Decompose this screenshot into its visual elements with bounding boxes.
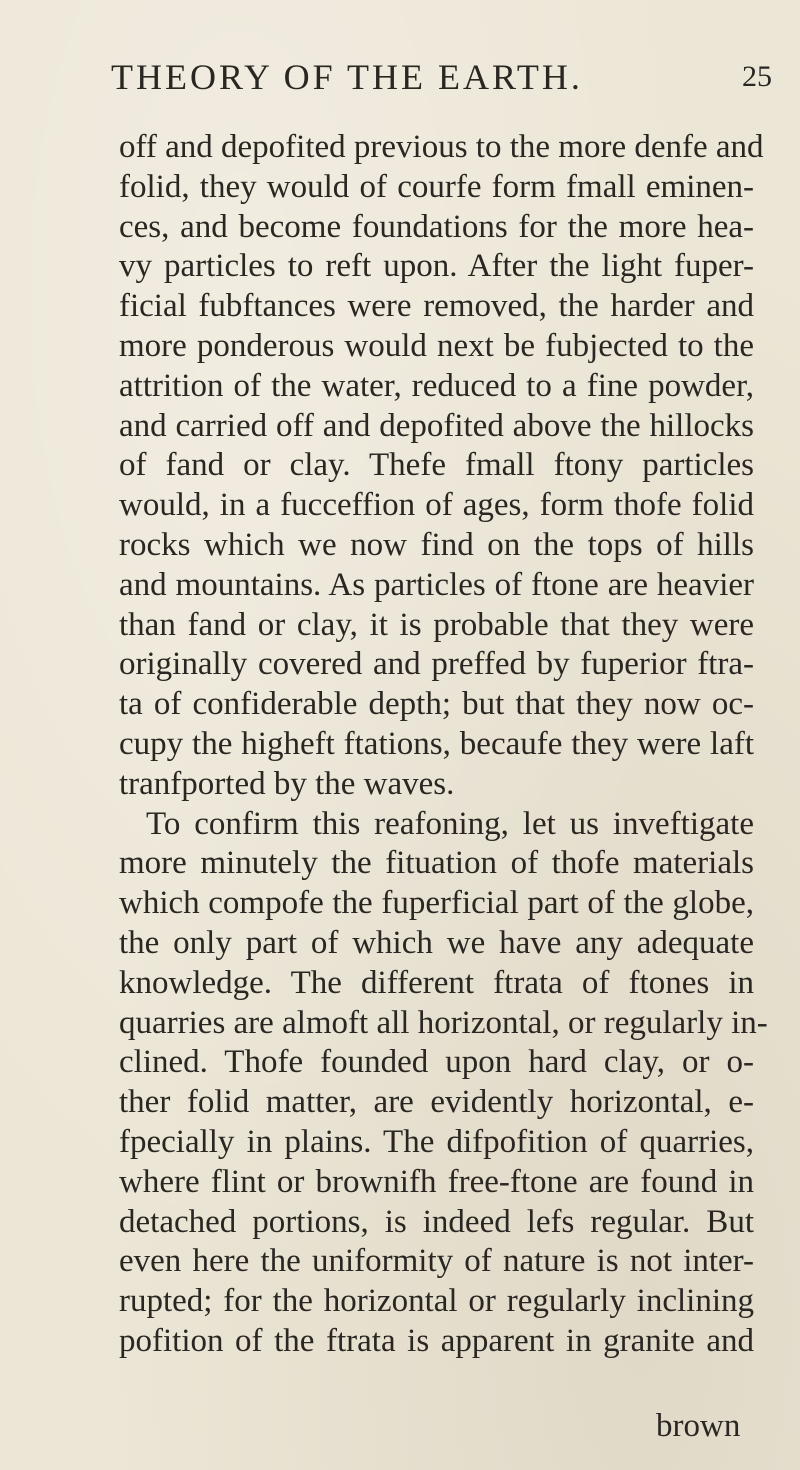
text-line: originally covered and preffed by fuperior ftra- [119, 646, 754, 683]
paragraph-start-line: To confirm this reafoning, let us inveftigate [146, 805, 754, 842]
text-line: cupy the higheft ftations, becaufe they were laft [119, 725, 754, 762]
text-line: where flint or brownifh free-ftone are found in [119, 1163, 754, 1200]
text-line: detached portions, is indeed lefs regular. But [119, 1203, 754, 1240]
text-line: ces, and become foundations for the more hea- [119, 208, 754, 245]
text-line: more ponderous would next be fubjected to the [119, 327, 754, 364]
text-line: and mountains. As particles of ftone are heavier [119, 566, 754, 603]
text-line: the only part of which we have any adequate [119, 924, 754, 961]
text-line: quarries are almoft all horizontal, or regularly in- [119, 1004, 768, 1041]
text-line: ficial fubftances were removed, the harder and [119, 288, 754, 325]
text-line: clined. Thofe founded upon hard clay, or o- [119, 1044, 754, 1081]
text-line: fpecially in plains. The difpofition of quarries, [119, 1123, 754, 1160]
body-text [119, 128, 768, 1362]
paragraph-end-line: tranfported by the waves. [119, 765, 455, 802]
text-line: which compofe the fuperficial part of the globe, [119, 885, 754, 922]
text-line: more minutely the fituation of thofe materials [119, 845, 754, 882]
text-line: would, in a fucceffion of ages, form thofe folid [119, 487, 754, 524]
text-line: and carried off and depofited above the hillocks [119, 407, 754, 444]
page-number: 25 [742, 60, 772, 93]
text-line: rocks which we now find on the tops of hills [119, 526, 754, 563]
catchword-row [0, 1408, 800, 1448]
text-line: ta of confiderable depth; but that they now oc- [119, 686, 754, 723]
text-line: attrition of the water, reduced to a fine powder, [119, 367, 754, 404]
text-line: knowledge. The different ftrata of ftones in [119, 964, 754, 1001]
text-line: than fand or clay, it is probable that they were [119, 606, 754, 643]
text-line: ther folid matter, are evidently horizontal, e- [119, 1084, 754, 1121]
text-line: vy particles to reft upon. After the light fuper- [119, 248, 754, 285]
running-head [0, 56, 800, 96]
running-title: THEORY OF THE EARTH. [111, 57, 583, 97]
text-line: off and depofited previous to the more denfe and [119, 129, 764, 165]
text-line: folid, they would of courfe form fmall eminen- [119, 168, 754, 205]
text-line: even here the uniformity of nature is not inter- [119, 1243, 754, 1280]
text-line: of fand or clay. Thefe fmall ftony particles [119, 447, 754, 484]
catchword: brown [656, 1408, 741, 1444]
text-line: rupted; for the horizontal or regularly inclining [119, 1283, 754, 1320]
text-line: pofition of the ftrata is apparent in granite and [119, 1322, 754, 1359]
